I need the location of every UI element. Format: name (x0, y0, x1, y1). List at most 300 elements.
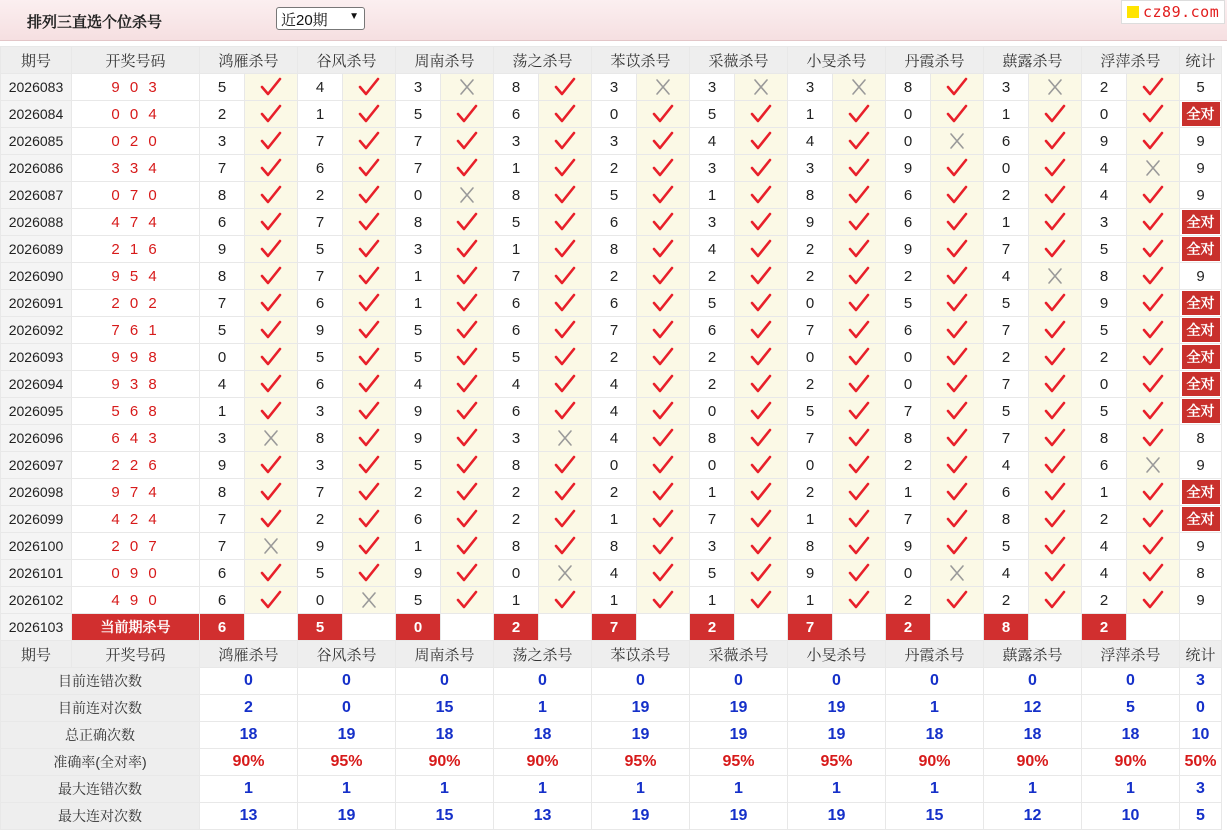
kill-number-cell: 3 (788, 155, 833, 182)
kill-number-cell: 0 (886, 344, 931, 371)
kill-number-cell: 3 (298, 452, 343, 479)
check-icon (358, 401, 380, 421)
summary-value: 90% (886, 749, 984, 776)
kill-number-cell: 5 (1082, 317, 1127, 344)
check-icon (848, 239, 870, 259)
kill-number-cell: 3 (396, 236, 441, 263)
check-icon (554, 536, 576, 556)
current-kill-blank (833, 614, 886, 641)
result-mark-cell (245, 371, 298, 398)
summary-row (1, 695, 1222, 722)
kill-number-cell: 8 (788, 182, 833, 209)
col-header-expert: 谷风杀号 (298, 47, 396, 74)
issue-cell: 2026085 (1, 128, 72, 155)
check-icon (946, 320, 968, 340)
result-mark-cell (931, 101, 984, 128)
stat-cell: 9 (1180, 587, 1222, 614)
result-mark-cell (833, 398, 886, 425)
col-header-expert: 采薇杀号 (690, 641, 788, 668)
result-mark-cell (1127, 101, 1180, 128)
check-icon (554, 77, 576, 97)
col-header-expert: 荡之杀号 (494, 47, 592, 74)
kill-number-cell: 1 (984, 101, 1029, 128)
kill-number-cell: 8 (200, 479, 245, 506)
col-header-expert: 丹霞杀号 (886, 641, 984, 668)
kill-number-cell: 0 (592, 452, 637, 479)
kill-number-cell: 2 (690, 344, 735, 371)
check-icon (652, 320, 674, 340)
cross-icon (1142, 158, 1164, 178)
summary-value: 0 (200, 668, 298, 695)
kill-number-cell: 2 (494, 479, 539, 506)
check-icon (358, 428, 380, 448)
result-mark-cell (931, 587, 984, 614)
table-row (1, 290, 1222, 317)
kill-number-cell: 7 (984, 425, 1029, 452)
kill-number-cell: 8 (298, 425, 343, 452)
col-header-expert: 蕻露杀号 (984, 47, 1082, 74)
check-icon (358, 212, 380, 232)
kill-number-cell: 2 (1082, 506, 1127, 533)
kill-number-cell: 6 (396, 506, 441, 533)
result-mark-cell (931, 236, 984, 263)
kill-number-cell: 6 (200, 560, 245, 587)
summary-value: 19 (690, 722, 788, 749)
result-mark-cell (343, 236, 396, 263)
result-mark-cell (1029, 101, 1082, 128)
check-icon (260, 131, 282, 151)
site-logo[interactable] (1121, 0, 1225, 24)
summary-value: 15 (396, 695, 494, 722)
kill-number-cell: 3 (690, 74, 735, 101)
kill-number-cell: 2 (886, 587, 931, 614)
cross-icon (1044, 77, 1066, 97)
summary-value: 0 (592, 668, 690, 695)
kill-number-cell: 5 (984, 290, 1029, 317)
stat-cell (1180, 101, 1222, 128)
check-icon (358, 77, 380, 97)
kill-number-cell: 0 (690, 398, 735, 425)
check-icon (1142, 320, 1164, 340)
check-icon (1142, 509, 1164, 529)
check-icon (750, 320, 772, 340)
check-icon (260, 482, 282, 502)
draw-number-cell: 0 7 0 (72, 182, 200, 209)
check-icon (456, 401, 478, 421)
kill-number-cell: 1 (298, 101, 343, 128)
draw-number-cell: 9 3 8 (72, 371, 200, 398)
check-icon (456, 212, 478, 232)
check-icon (1142, 185, 1164, 205)
check-icon (946, 239, 968, 259)
kill-number-cell: 5 (690, 101, 735, 128)
result-mark-cell (441, 560, 494, 587)
result-mark-cell (637, 506, 690, 533)
result-mark-cell (931, 398, 984, 425)
result-mark-cell (343, 560, 396, 587)
kill-number-cell: 9 (396, 425, 441, 452)
result-mark-cell (245, 155, 298, 182)
result-mark-cell (637, 155, 690, 182)
check-icon (456, 131, 478, 151)
check-icon (946, 401, 968, 421)
result-mark-cell (735, 74, 788, 101)
kill-number-cell: 5 (200, 317, 245, 344)
kill-number-cell: 9 (886, 155, 931, 182)
summary-value: 1 (886, 695, 984, 722)
summary-value: 19 (592, 803, 690, 830)
summary-value: 1 (984, 776, 1082, 803)
result-mark-cell (735, 236, 788, 263)
kill-number-cell: 7 (788, 317, 833, 344)
all-right-badge: 全对 (1182, 372, 1220, 396)
kill-number-cell: 7 (984, 236, 1029, 263)
logo-square-icon (1127, 6, 1139, 18)
result-mark-cell (343, 263, 396, 290)
check-icon (1142, 77, 1164, 97)
current-kill-number: 2 (886, 614, 931, 641)
header-row (1, 47, 1222, 74)
current-issue-row (1, 614, 1222, 641)
summary-value: 18 (200, 722, 298, 749)
check-icon (652, 266, 674, 286)
kill-number-cell: 8 (494, 533, 539, 560)
kill-number-cell: 9 (1082, 128, 1127, 155)
check-icon (358, 509, 380, 529)
all-right-badge: 全对 (1182, 318, 1220, 342)
period-select[interactable] (276, 7, 365, 30)
kill-number-cell: 4 (592, 560, 637, 587)
kill-number-cell: 4 (984, 560, 1029, 587)
result-mark-cell (1029, 533, 1082, 560)
summary-value: 13 (494, 803, 592, 830)
check-icon (750, 428, 772, 448)
result-mark-cell (245, 587, 298, 614)
current-kill-number: 2 (1082, 614, 1127, 641)
kill-number-cell: 5 (494, 344, 539, 371)
issue-cell: 2026088 (1, 209, 72, 236)
result-mark-cell (637, 236, 690, 263)
summary-stat: 5 (1180, 803, 1222, 830)
result-mark-cell (441, 371, 494, 398)
current-stat-blank (1180, 614, 1222, 641)
check-icon (750, 266, 772, 286)
check-icon (1044, 509, 1066, 529)
result-mark-cell (1127, 587, 1180, 614)
summary-value: 12 (984, 695, 1082, 722)
result-mark-cell (735, 425, 788, 452)
draw-number-cell: 0 9 0 (72, 560, 200, 587)
current-kill-number: 8 (984, 614, 1029, 641)
current-kill-number: 7 (788, 614, 833, 641)
result-mark-cell (931, 371, 984, 398)
result-mark-cell (833, 236, 886, 263)
summary-value: 95% (788, 749, 886, 776)
col-header-issue: 期号 (1, 47, 72, 74)
kill-number-cell: 7 (984, 317, 1029, 344)
issue-cell: 2026094 (1, 371, 72, 398)
result-mark-cell (441, 344, 494, 371)
check-icon (652, 428, 674, 448)
cross-icon (1044, 266, 1066, 286)
result-mark-cell (245, 290, 298, 317)
result-mark-cell (441, 101, 494, 128)
check-icon (554, 590, 576, 610)
check-icon (358, 104, 380, 124)
issue-cell: 2026096 (1, 425, 72, 452)
kill-number-cell: 2 (788, 263, 833, 290)
result-mark-cell (735, 398, 788, 425)
table-row (1, 479, 1222, 506)
kill-number-cell: 8 (886, 425, 931, 452)
kill-number-cell: 7 (298, 128, 343, 155)
result-mark-cell (343, 155, 396, 182)
result-mark-cell (735, 533, 788, 560)
result-mark-cell (1029, 398, 1082, 425)
summary-stat: 0 (1180, 695, 1222, 722)
result-mark-cell (637, 290, 690, 317)
summary-value: 18 (1082, 722, 1180, 749)
result-mark-cell (735, 290, 788, 317)
check-icon (946, 77, 968, 97)
summary-value: 18 (984, 722, 1082, 749)
result-mark-cell (343, 317, 396, 344)
draw-number-cell: 2 1 6 (72, 236, 200, 263)
cross-icon (456, 185, 478, 205)
kill-number-cell: 5 (396, 452, 441, 479)
kill-number-cell: 9 (1082, 290, 1127, 317)
all-right-badge: 全对 (1182, 210, 1220, 234)
check-icon (1142, 590, 1164, 610)
check-icon (652, 563, 674, 583)
kill-number-cell: 8 (690, 425, 735, 452)
check-icon (1044, 563, 1066, 583)
kill-number-cell: 4 (1082, 182, 1127, 209)
kill-number-cell: 7 (396, 155, 441, 182)
kill-number-cell: 1 (886, 479, 931, 506)
kill-number-cell: 5 (200, 74, 245, 101)
result-mark-cell (539, 74, 592, 101)
kill-number-cell: 7 (690, 506, 735, 533)
result-mark-cell (1127, 425, 1180, 452)
result-mark-cell (245, 74, 298, 101)
summary-value: 0 (298, 695, 396, 722)
summary-stat: 3 (1180, 668, 1222, 695)
check-icon (652, 401, 674, 421)
check-icon (456, 509, 478, 529)
result-mark-cell (343, 506, 396, 533)
kill-number-cell: 4 (200, 371, 245, 398)
check-icon (260, 239, 282, 259)
summary-row (1, 803, 1222, 830)
kill-number-cell: 2 (690, 263, 735, 290)
result-mark-cell (245, 209, 298, 236)
kill-number-cell: 2 (592, 263, 637, 290)
result-mark-cell (1127, 479, 1180, 506)
check-icon (652, 509, 674, 529)
kill-number-cell: 5 (592, 182, 637, 209)
check-icon (1044, 185, 1066, 205)
check-icon (554, 185, 576, 205)
table-row (1, 560, 1222, 587)
check-icon (260, 77, 282, 97)
summary-value: 1 (592, 776, 690, 803)
check-icon (946, 347, 968, 367)
result-mark-cell (539, 587, 592, 614)
kill-number-cell: 8 (788, 533, 833, 560)
kill-number-cell: 9 (298, 533, 343, 560)
result-mark-cell (1127, 344, 1180, 371)
check-icon (848, 455, 870, 475)
summary-stat: 50% (1180, 749, 1222, 776)
kill-number-cell: 5 (396, 317, 441, 344)
kill-number-cell: 1 (984, 209, 1029, 236)
col-header-expert: 鸿雁杀号 (200, 47, 298, 74)
result-mark-cell (833, 479, 886, 506)
result-mark-cell (441, 74, 494, 101)
result-mark-cell (735, 506, 788, 533)
summary-row (1, 722, 1222, 749)
check-icon (1142, 212, 1164, 232)
col-header-expert: 荡之杀号 (494, 641, 592, 668)
draw-number-cell: 0 2 0 (72, 128, 200, 155)
summary-value: 0 (886, 668, 984, 695)
kill-number-cell: 1 (592, 587, 637, 614)
check-icon (554, 482, 576, 502)
summary-value: 19 (788, 722, 886, 749)
cross-icon (554, 428, 576, 448)
col-header-expert: 苯苡杀号 (592, 641, 690, 668)
result-mark-cell (1127, 317, 1180, 344)
kill-number-cell: 0 (690, 452, 735, 479)
kill-number-cell: 2 (494, 506, 539, 533)
draw-number-cell: 9 7 4 (72, 479, 200, 506)
summary-value: 19 (788, 803, 886, 830)
check-icon (358, 131, 380, 151)
header-row (1, 641, 1222, 668)
check-icon (358, 293, 380, 313)
table-row (1, 506, 1222, 533)
kill-number-cell: 5 (984, 398, 1029, 425)
summary-row (1, 668, 1222, 695)
result-mark-cell (441, 452, 494, 479)
result-mark-cell (343, 290, 396, 317)
summary-value: 13 (200, 803, 298, 830)
summary-label: 目前连错次数 (1, 668, 200, 695)
kill-number-cell: 5 (298, 344, 343, 371)
summary-value: 90% (494, 749, 592, 776)
draw-number-cell: 2 0 7 (72, 533, 200, 560)
summary-value: 19 (592, 722, 690, 749)
top-bar (0, 0, 1227, 41)
result-mark-cell (1029, 74, 1082, 101)
result-mark-cell (637, 317, 690, 344)
result-mark-cell (1127, 236, 1180, 263)
summary-value: 1 (788, 776, 886, 803)
kill-number-cell: 5 (788, 398, 833, 425)
summary-value: 90% (984, 749, 1082, 776)
result-mark-cell (343, 452, 396, 479)
result-mark-cell (637, 425, 690, 452)
check-icon (848, 347, 870, 367)
result-mark-cell (931, 533, 984, 560)
issue-cell: 2026084 (1, 101, 72, 128)
kill-number-cell: 3 (984, 74, 1029, 101)
kill-number-cell: 8 (200, 263, 245, 290)
kill-number-cell: 0 (788, 290, 833, 317)
col-header-expert: 蕻露杀号 (984, 641, 1082, 668)
kill-number-cell: 3 (592, 74, 637, 101)
draw-number-cell: 2 0 2 (72, 290, 200, 317)
summary-value: 0 (494, 668, 592, 695)
check-icon (1044, 374, 1066, 394)
kill-number-cell: 6 (984, 128, 1029, 155)
draw-number-cell: 5 6 8 (72, 398, 200, 425)
current-kill-blank (539, 614, 592, 641)
kill-number-cell: 2 (592, 479, 637, 506)
kill-number-cell: 9 (298, 317, 343, 344)
check-icon (358, 374, 380, 394)
check-icon (456, 482, 478, 502)
summary-value: 0 (298, 668, 396, 695)
result-mark-cell (931, 209, 984, 236)
result-mark-cell (833, 560, 886, 587)
check-icon (1044, 239, 1066, 259)
current-kill-blank (441, 614, 494, 641)
result-mark-cell (637, 263, 690, 290)
col-header-issue: 期号 (1, 641, 72, 668)
kill-number-cell: 1 (788, 587, 833, 614)
result-mark-cell (637, 74, 690, 101)
col-header-expert: 浮萍杀号 (1082, 47, 1180, 74)
summary-value: 90% (396, 749, 494, 776)
summary-value: 19 (298, 722, 396, 749)
issue-cell: 2026092 (1, 317, 72, 344)
kill-number-cell: 5 (984, 533, 1029, 560)
result-mark-cell (441, 182, 494, 209)
kill-number-cell: 8 (984, 506, 1029, 533)
result-mark-cell (833, 317, 886, 344)
result-mark-cell (637, 587, 690, 614)
kill-number-cell: 7 (298, 263, 343, 290)
result-mark-cell (1127, 398, 1180, 425)
chevron-down-icon: ▼ (349, 11, 359, 22)
summary-value: 0 (690, 668, 788, 695)
check-icon (848, 158, 870, 178)
check-icon (1142, 131, 1164, 151)
kill-number-cell: 4 (1082, 533, 1127, 560)
result-mark-cell (1127, 560, 1180, 587)
result-mark-cell (441, 317, 494, 344)
result-mark-cell (735, 344, 788, 371)
check-icon (946, 266, 968, 286)
check-icon (1142, 428, 1164, 448)
result-mark-cell (931, 425, 984, 452)
check-icon (946, 374, 968, 394)
result-mark-cell (1029, 209, 1082, 236)
result-mark-cell (343, 209, 396, 236)
summary-value: 19 (690, 803, 788, 830)
result-mark-cell (833, 425, 886, 452)
result-mark-cell (245, 479, 298, 506)
check-icon (848, 590, 870, 610)
col-header-stat: 统计 (1180, 641, 1222, 668)
kill-number-cell: 1 (690, 587, 735, 614)
kill-number-cell: 8 (1082, 425, 1127, 452)
current-kill-number: 2 (690, 614, 735, 641)
kill-number-cell: 8 (1082, 263, 1127, 290)
result-mark-cell (539, 344, 592, 371)
